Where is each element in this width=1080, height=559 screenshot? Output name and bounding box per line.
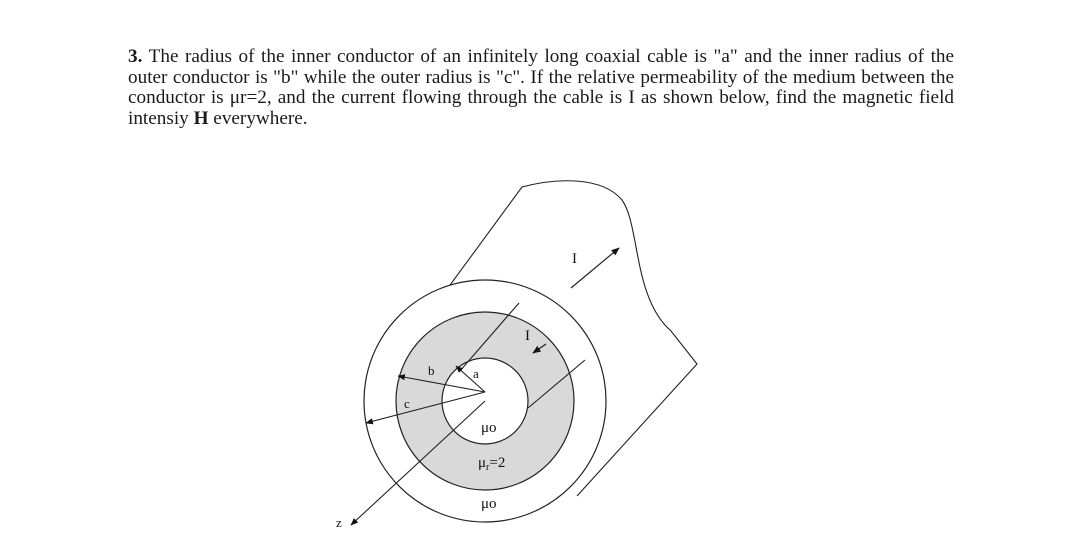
label-a: a bbox=[473, 366, 479, 381]
label-mu-inner: μo bbox=[481, 420, 497, 436]
problem-text: The radius of the inner conductor of an infinitely long coaxial cable is "a" and the inner radius of the outer conductor is "b" while the outer radius is "c". If the relative permeability of the medium between the conductor is μr=2, and the current flowing through the cable is I as shown below, find the magnetic field intensiy bbox=[128, 46, 955, 129]
bold-H-symbol: H bbox=[193, 107, 209, 129]
problem-number: 3. bbox=[128, 46, 143, 67]
label-b: b bbox=[428, 363, 435, 378]
label-mu-r bbox=[478, 455, 505, 473]
mu-r-base: μ bbox=[478, 455, 487, 471]
label-z: z bbox=[336, 515, 342, 530]
problem-text-end: everywhere. bbox=[213, 107, 308, 129]
label-c: c bbox=[404, 396, 410, 411]
label-I-inner: I bbox=[525, 328, 530, 344]
current-arrow-top bbox=[571, 248, 619, 288]
mu-r-value: =2 bbox=[489, 455, 506, 471]
label-mu-outer: μo bbox=[481, 496, 497, 512]
mu-r-subscript: r bbox=[486, 462, 490, 473]
label-I-top: I bbox=[572, 251, 577, 267]
